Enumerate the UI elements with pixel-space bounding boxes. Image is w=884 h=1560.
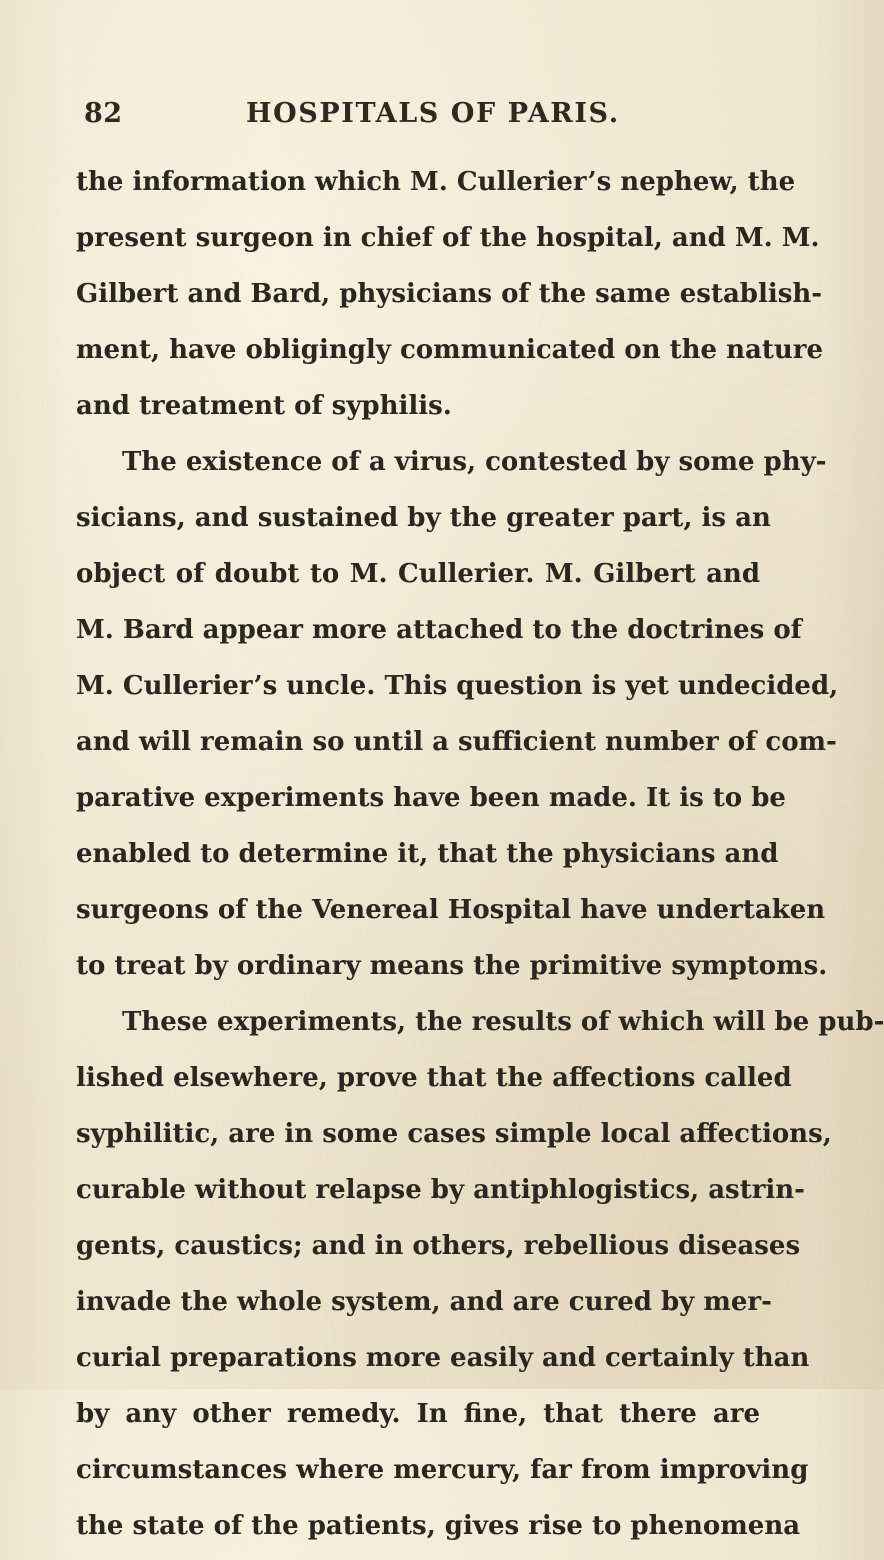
text-line: curial preparations more easily and certainly than	[76, 1343, 810, 1373]
text-line: the information which M. Cullerier’s nephew, the	[76, 167, 796, 197]
running-head	[0, 98, 800, 142]
text-line: to treat by ordinary means the primitive symptoms.	[76, 951, 828, 981]
text-line: and will remain so until a sufficient number of com-	[76, 727, 837, 757]
text-line: gents, caustics; and in others, rebellious diseases	[76, 1231, 801, 1261]
text-line: the state of the patients, gives rise to phenomena	[76, 1511, 801, 1541]
text-line: syphilitic, are in some cases simple local affections,	[76, 1119, 832, 1149]
text-line: present surgeon in chief of the hospital, and M. M.	[76, 223, 820, 253]
text-line: Gilbert and Bard, physicians of the same establish-	[76, 279, 823, 309]
text-line: surgeons of the Venereal Hospital have undertaken	[76, 895, 826, 925]
text-line: lished elsewhere, prove that the affections called	[76, 1063, 792, 1093]
text-line: M. Cullerier’s uncle. This question is yet undecided,	[76, 671, 839, 701]
text-line: circumstances where mercury, far from improving	[76, 1455, 809, 1485]
body-text	[76, 160, 884, 1560]
text-line: invade the whole system, and are cured by mer-	[76, 1287, 772, 1317]
running-title: HOSPITALS OF PARIS.	[246, 98, 620, 129]
text-line: M. Bard appear more attached to the doctrines of	[76, 615, 802, 645]
text-line: These experiments, the results of which will be pub-	[122, 1007, 884, 1037]
text-line: parative experiments have been made. It is to be	[76, 783, 786, 813]
text-line: object of doubt to M. Cullerier. M. Gilbert and	[76, 559, 760, 589]
text-line: sicians, and sustained by the greater part, is an	[76, 503, 771, 533]
text-line: enabled to determine it, that the physicians and	[76, 839, 779, 869]
text-line: The existence of a virus, contested by some phy-	[122, 447, 827, 477]
text-line: ment, have obligingly communicated on the nature	[76, 335, 824, 365]
text-line: and treatment of syphilis.	[76, 391, 452, 421]
text-line: curable without relapse by antiphlogistics, astrin-	[76, 1175, 805, 1205]
text-line: by any other remedy. In fine, that there are	[76, 1399, 760, 1429]
page-number: 82	[84, 98, 123, 129]
